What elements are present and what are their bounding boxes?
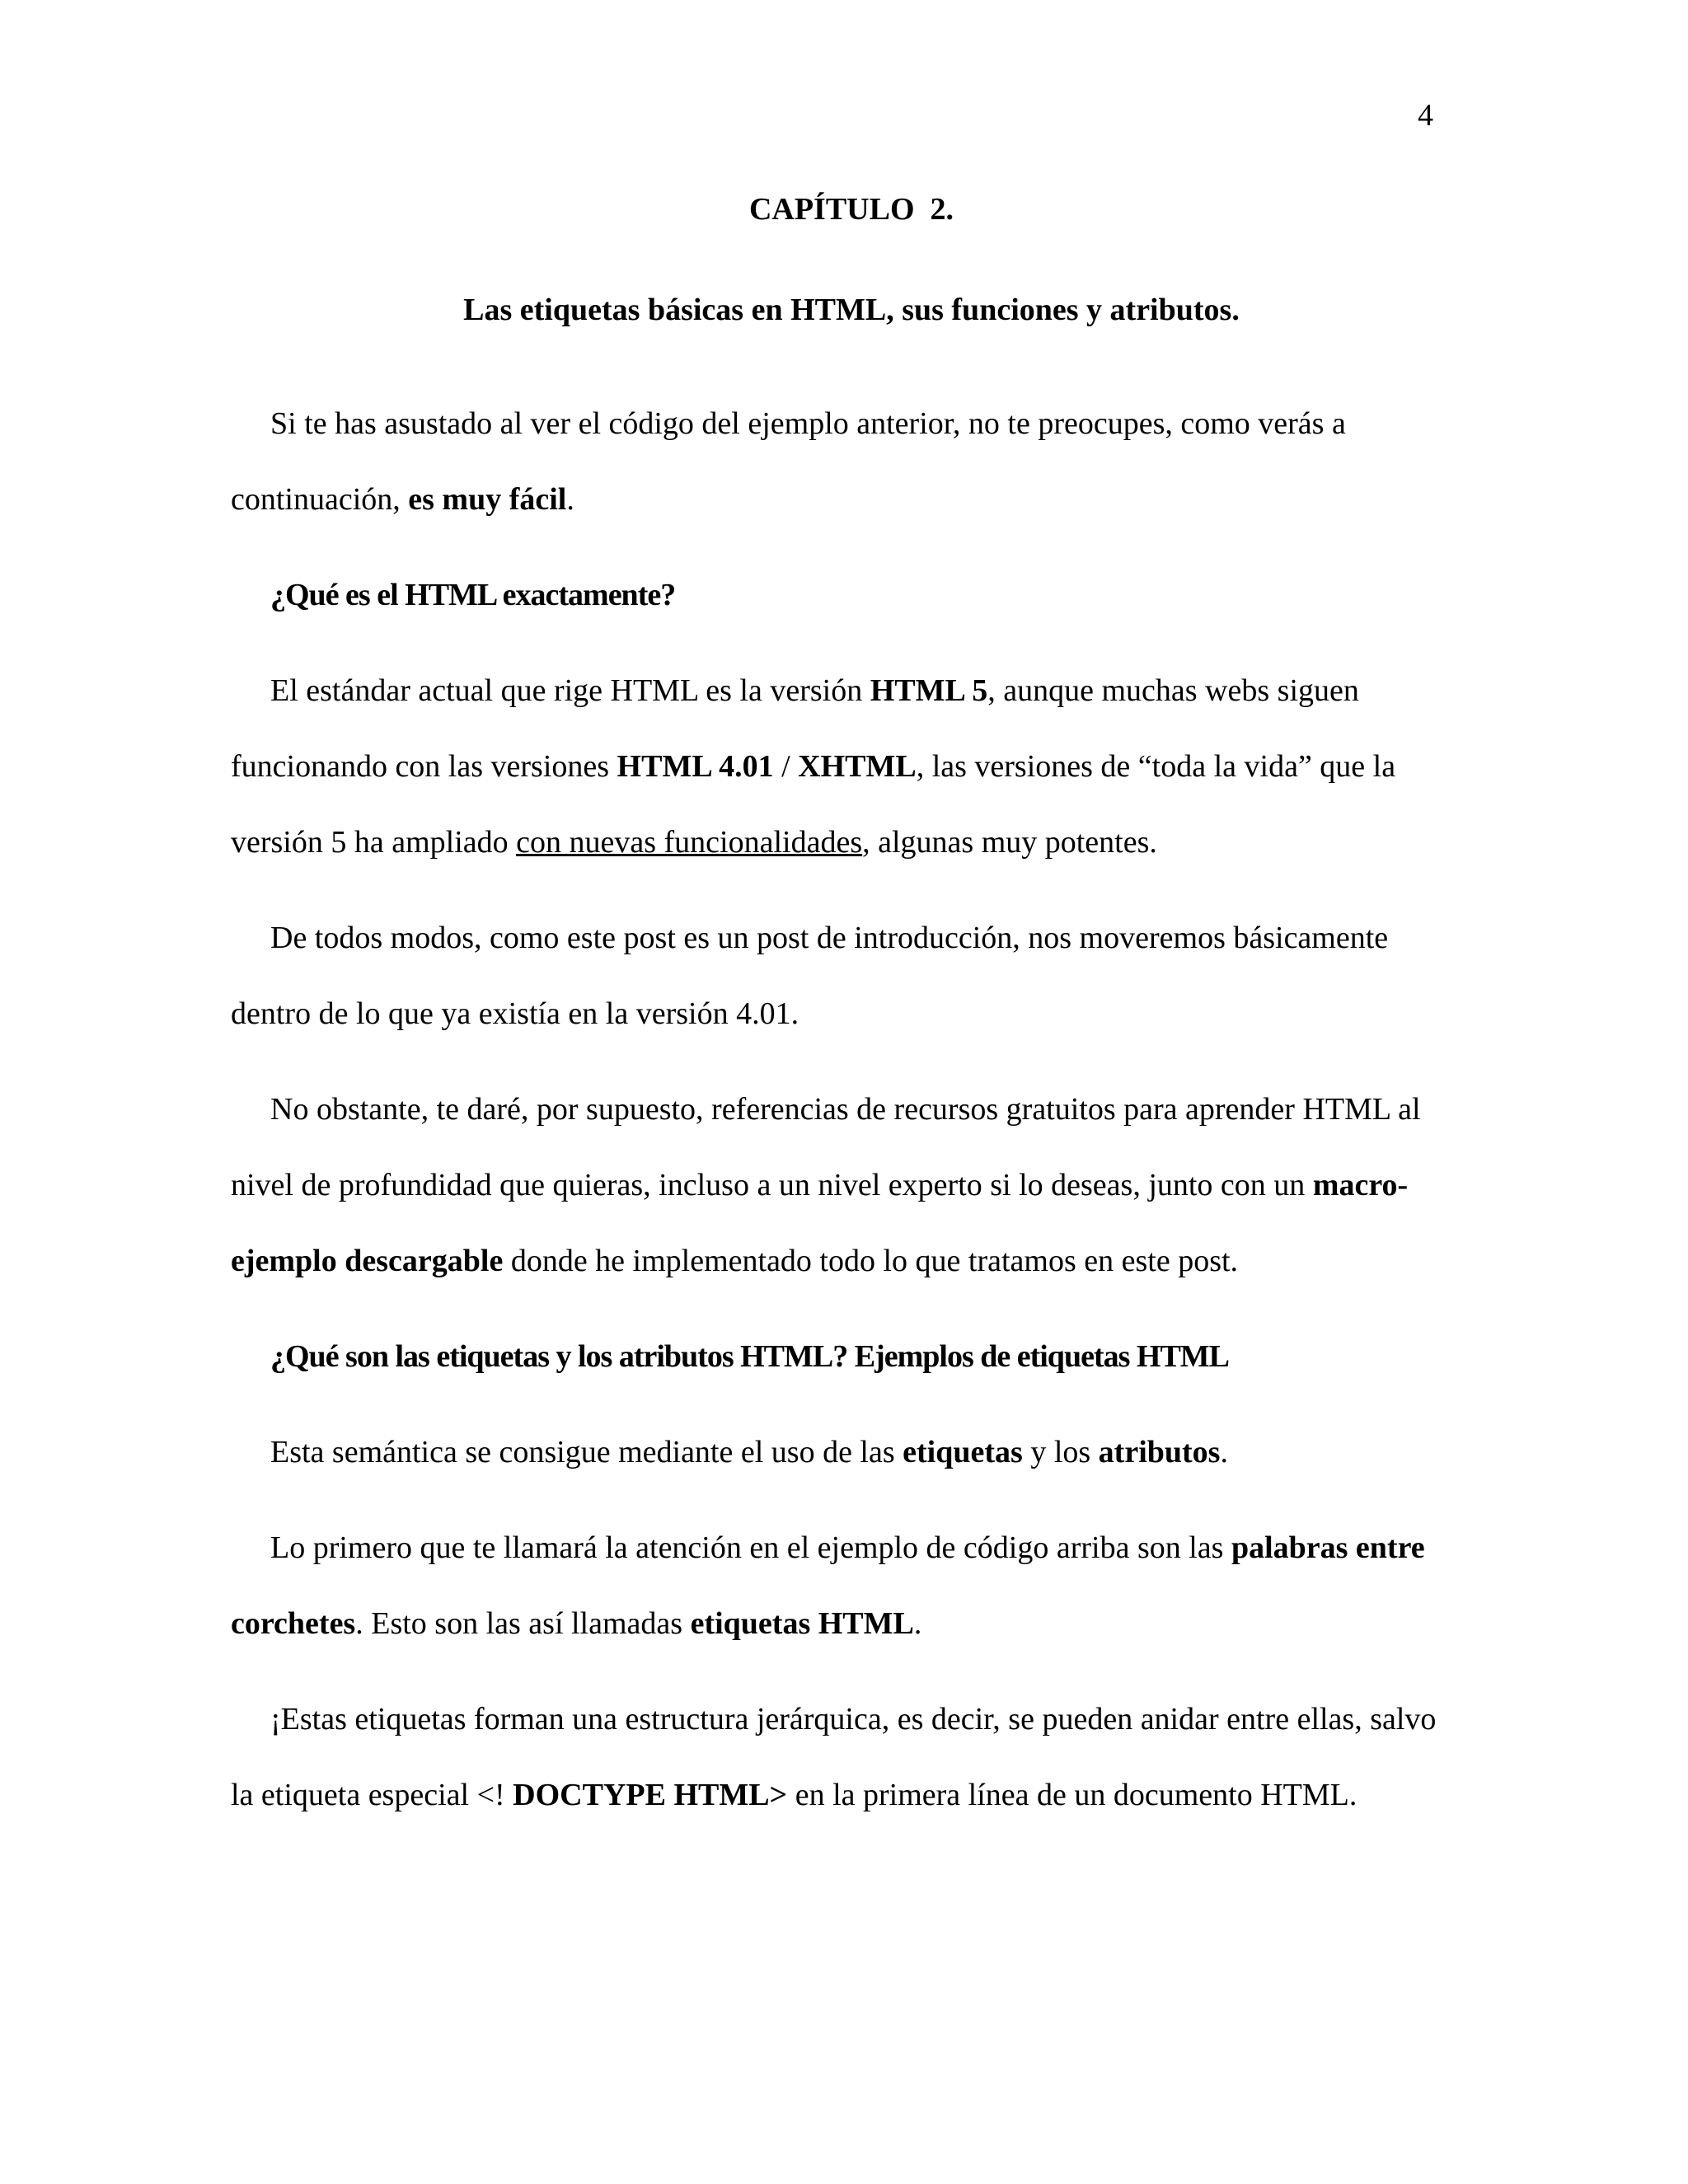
paragraph-text: / bbox=[773, 749, 799, 784]
paragraph-palabras-corchetes bbox=[231, 1510, 1451, 1661]
paragraph-text: donde he implementado todo lo que tratamos en este post. bbox=[503, 1244, 1239, 1278]
paragraph-text: y los bbox=[1022, 1435, 1099, 1469]
paragraph-text: en la primera línea de un documento HTML. bbox=[787, 1778, 1357, 1812]
bold-text: es muy fácil bbox=[408, 482, 567, 517]
paragraph-text: . bbox=[913, 1606, 922, 1641]
paragraph-text: , las versiones de “toda la vida” que la versión 5 ha ampliado bbox=[231, 749, 1396, 860]
page-number: 4 bbox=[1418, 98, 1433, 133]
paragraph-text: ¡Estas etiquetas forman una estructura jerárquica, es decir, se pueden anidar entre ellas, salvo la etiqueta especial <! bbox=[231, 1702, 1437, 1812]
paragraph-text: Esta semántica se consigue mediante el uso de las bbox=[270, 1435, 903, 1469]
paragraph-html-versions bbox=[231, 653, 1451, 880]
bold-text: HTML 5 bbox=[870, 673, 988, 708]
paragraph-estructura-jerarquica bbox=[231, 1681, 1451, 1833]
paragraph-text: El estándar actual que rige HTML es la versión bbox=[270, 673, 870, 708]
paragraph-text: . bbox=[566, 482, 574, 517]
paragraph-text: Si te has asustado al ver el código del ejemplo anterior, no te preocupes, como verás a continuación, bbox=[231, 406, 1346, 517]
bold-text: etiquetas bbox=[903, 1435, 1023, 1469]
paragraph-text: , algunas muy potentes. bbox=[862, 825, 1157, 860]
paragraph-text: Lo primero que te llamará la atención en el ejemplo de código arriba son las bbox=[270, 1530, 1231, 1565]
paragraph-intro bbox=[231, 386, 1451, 537]
paragraph-text: , aunque muchas webs siguen funcionando con las versiones bbox=[231, 673, 1359, 784]
document-body bbox=[231, 386, 1451, 1833]
section-heading-etiquetas-atributos: ¿Qué son las etiquetas y los atributos HTML? Ejemplos de etiquetas HTML bbox=[270, 1339, 1229, 1374]
bold-text: etiquetas HTML bbox=[690, 1606, 914, 1641]
bold-text: macro-ejemplo descargable bbox=[231, 1168, 1409, 1278]
paragraph-resources bbox=[231, 1071, 1451, 1299]
paragraph-introduction-scope: De todos modos, como este post es un post de introducción, nos moveremos básicamente dentro de lo que ya existía en la versión 4.01. bbox=[231, 921, 1389, 1031]
chapter-title: CAPÍTULO 2. bbox=[748, 192, 954, 227]
bold-text: HTML 4.01 bbox=[617, 749, 774, 784]
bold-text: DOCTYPE HTML> bbox=[513, 1778, 788, 1812]
bold-text: atributos bbox=[1098, 1435, 1221, 1469]
paragraph-semantica bbox=[231, 1414, 1451, 1490]
bold-text: palabras entre corchetes bbox=[231, 1530, 1425, 1641]
section-heading-que-es-html: ¿Qué es el HTML exactamente? bbox=[270, 578, 676, 612]
paragraph-text: . Esto son las así llamadas bbox=[355, 1606, 691, 1641]
paragraph-text: . bbox=[1220, 1435, 1228, 1469]
underlined-text: con nuevas funcionalidades bbox=[516, 825, 863, 860]
paragraph-text: No obstante, te daré, por supuesto, referencias de recursos gratuitos para aprender HTML al nivel de profundidad que quieras, incluso a un nivel experto si lo deseas, junto con un bbox=[231, 1092, 1421, 1202]
bold-text: XHTML bbox=[798, 749, 917, 784]
chapter-subtitle: Las etiquetas básicas en HTML, sus funciones y atributos. bbox=[463, 293, 1240, 327]
